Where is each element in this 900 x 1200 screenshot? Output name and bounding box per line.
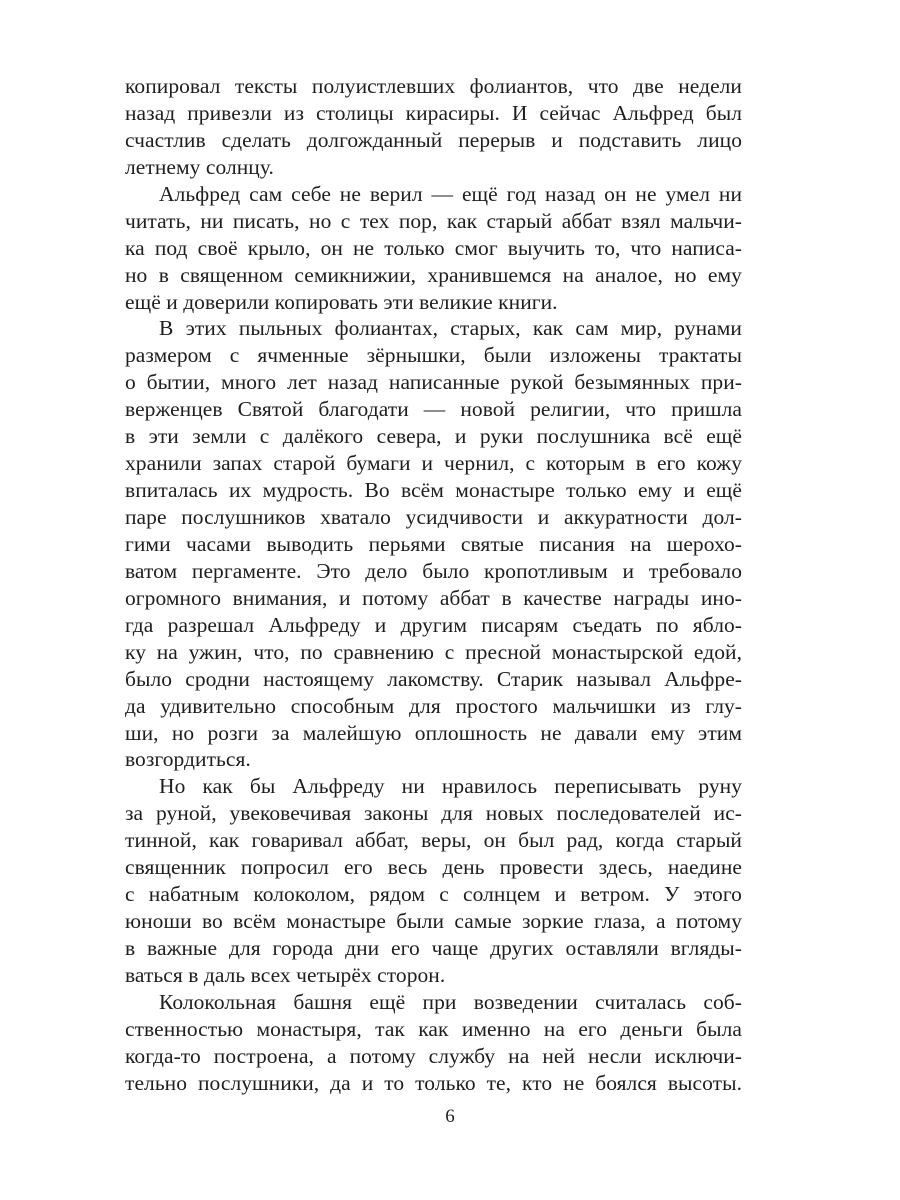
text-line: с набатным колоколом, рядом с солнцем и ветром. У этого <box>125 882 742 907</box>
text-line: когда-то построена, а потому службу на ней несли исключи- <box>125 1043 742 1068</box>
text-line: было сродни настоящему лакомству. Старик называл Альфре- <box>125 666 742 691</box>
text-line: да удивительно способным для простого мальчишки из глу- <box>125 693 742 718</box>
text-line: копировал тексты полуистлевших фолиантов, что две недели <box>125 74 742 98</box>
text-line: в эти земли с далёкого севера, и руки послушника всё ещё <box>125 424 742 449</box>
text-line: но в священном семикнижии, хранившемся на аналое, но ему <box>125 262 742 287</box>
text-line: юноши во всём монастыре были самые зоркие глаза, а потому <box>125 909 742 934</box>
text-line: паре послушников хватало усидчивости и аккуратности дол- <box>125 505 742 529</box>
paragraph <box>125 315 742 773</box>
text-line: Но как бы Альфреду ни нравилось переписывать руну <box>159 774 742 799</box>
text-line: тельно послушники, да и то только те, кто не боялся высоты. <box>125 1070 742 1095</box>
text-line: ственностью монастыря, так как именно на его деньги была <box>125 1016 742 1041</box>
text-line: верженцев Святой благодати — новой религии, что пришла <box>125 397 742 422</box>
text-line: назад привезли из столицы кирасиры. И сейчас Альфред был <box>125 100 742 125</box>
text-line: счастлив сделать долгожданный перерыв и подставить лицо <box>125 127 742 152</box>
text-line: ватом пергаменте. Это дело было кропотливым и требовало <box>125 558 742 583</box>
text-line: за руной, увековечивая законы для новых последователей ис- <box>125 801 742 826</box>
text-line: гда разрешал Альфреду и другим писарям съедать по ябло- <box>125 612 742 637</box>
text-line: летнему солнцу. <box>125 154 274 179</box>
text-line: ваться в даль всех четырёх сторон. <box>125 962 446 987</box>
text-line: ши, но розги за малейшую оплошность не давали ему этим <box>125 720 742 745</box>
paragraph <box>125 181 742 316</box>
paragraph <box>125 773 742 989</box>
text-line: тинной, как говаривал аббат, веры, он был рад, когда старый <box>125 828 742 853</box>
text-line: хранили запах старой бумаги и чернил, с которым в его кожу <box>125 451 742 476</box>
text-line: ещё и доверили копировать эти великие книги. <box>125 289 558 314</box>
page-number: 6 <box>445 1106 455 1127</box>
paragraph <box>125 989 742 1097</box>
text-line: ка под своё крыло, он не только смог выучить то, что написа- <box>125 235 742 260</box>
text-line: ку на ужин, что, по сравнению с пресной монастырской едой, <box>125 639 742 664</box>
text-line: Альфред сам себе не верил — ещё год назад он не умел ни <box>159 181 742 206</box>
paragraph <box>125 73 742 181</box>
text-line: священник попросил его весь день провести здесь, наедине <box>125 855 742 880</box>
text-line: впиталась их мудрость. Во всём монастыре только ему и ещё <box>125 478 742 503</box>
text-line: о бытии, много лет назад написанные рукой безымянных при- <box>125 370 742 395</box>
text-line: В этих пыльных фолиантах, старых, как сам мир, рунами <box>159 316 742 341</box>
text-line: размером с ячменные зёрнышки, были изложены трактаты <box>125 343 742 368</box>
text-line: Колокольная башня ещё при возведении считалась соб- <box>159 989 742 1014</box>
text-line: читать, ни писать, но с тех пор, как старый аббат взял мальчи- <box>125 208 742 233</box>
text-line: возгордиться. <box>125 747 251 772</box>
text-line: огромного внимания, и потому аббат в качестве награды ино- <box>125 585 742 610</box>
body-text <box>125 73 742 1097</box>
text-line: гими часами выводить перьями святые писания на шерохо- <box>125 531 742 556</box>
text-line: в важные для города дни его чаще других оставляли вгляды- <box>125 936 742 960</box>
